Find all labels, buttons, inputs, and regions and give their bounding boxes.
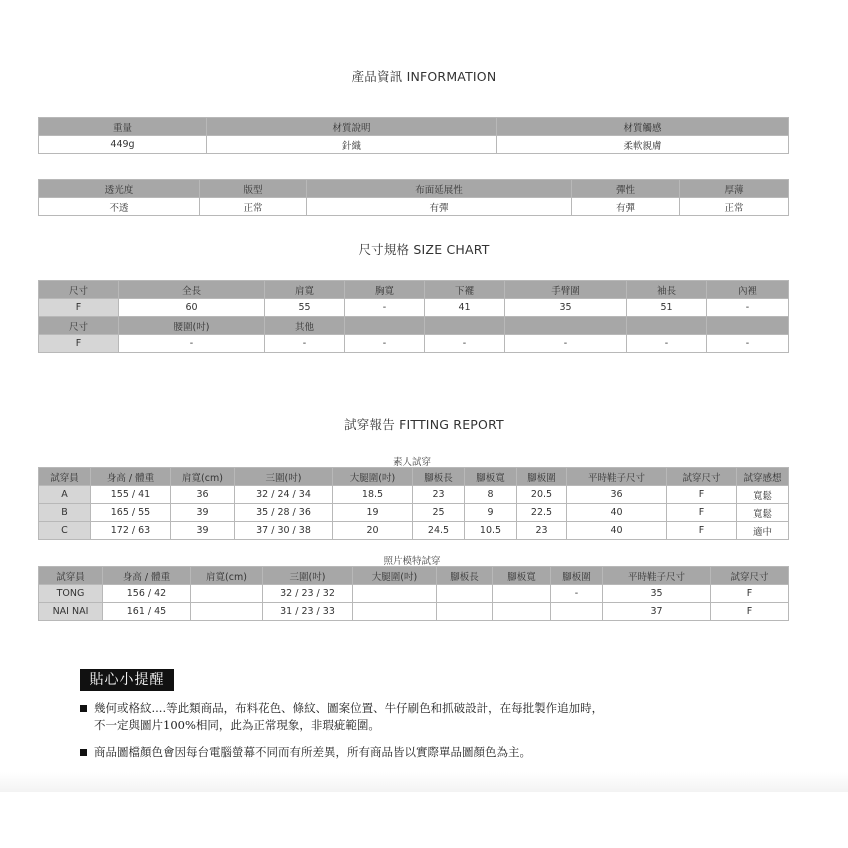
cell: 23 — [413, 486, 465, 504]
size-label: F — [39, 335, 119, 353]
square-bullet-icon — [80, 749, 87, 756]
model-header: 腳板圍 — [551, 567, 603, 585]
cell — [191, 585, 263, 603]
table-row — [39, 522, 789, 540]
notice-item — [80, 700, 800, 734]
notice-badge: 貼心小提醒 — [80, 669, 174, 691]
size-header: 全長 — [119, 281, 265, 299]
size-header — [505, 317, 627, 335]
amateur-header: 三圍(吋) — [235, 468, 333, 486]
table-row — [39, 603, 789, 621]
size-title: 尺寸規格 SIZE CHART — [358, 242, 490, 257]
amateur-header: 大腿圍(吋) — [333, 468, 413, 486]
value-opacity: 不透 — [39, 198, 200, 216]
size-header — [425, 317, 505, 335]
cell: 35 — [603, 585, 711, 603]
header-stretch: 布面延展性 — [307, 180, 572, 198]
cell — [493, 603, 551, 621]
cell: 24.5 — [413, 522, 465, 540]
size-value: - — [627, 335, 707, 353]
cell — [353, 603, 437, 621]
amateur-header: 腳板圍 — [517, 468, 567, 486]
model-header: 試穿尺寸 — [711, 567, 789, 585]
model-caption: 照片模特試穿 — [383, 556, 441, 567]
size-value: - — [265, 335, 345, 353]
info-table-properties — [38, 179, 789, 216]
cell: 36 — [567, 486, 667, 504]
size-header: 肩寬 — [265, 281, 345, 299]
cell: 40 — [567, 522, 667, 540]
cell: 36 — [171, 486, 235, 504]
model-label: NAI NAI — [39, 603, 103, 621]
value-thickness: 正常 — [680, 198, 789, 216]
cell: 23 — [517, 522, 567, 540]
cell: 寬鬆 — [737, 504, 789, 522]
size-value: 60 — [119, 299, 265, 317]
tester-label: B — [39, 504, 91, 522]
cell: 8 — [465, 486, 517, 504]
header-elasticity: 彈性 — [572, 180, 680, 198]
cell: 32 / 24 / 34 — [235, 486, 333, 504]
size-header: 下襬 — [425, 281, 505, 299]
header-thickness: 厚薄 — [680, 180, 789, 198]
size-chart-table — [38, 280, 789, 353]
info-table-material — [38, 117, 789, 154]
cell: 31 / 23 / 33 — [263, 603, 353, 621]
value-stretch: 有彈 — [307, 198, 572, 216]
size-value: - — [345, 335, 425, 353]
value-texture: 柔軟親膚 — [497, 136, 789, 154]
header-texture: 材質觸感 — [497, 118, 789, 136]
cell: 40 — [567, 504, 667, 522]
cell: F — [711, 585, 789, 603]
cell: 35 / 28 / 36 — [235, 504, 333, 522]
notice-text: 不一定與圖片100%相同，此為正常現象，非瑕疵範圍。 — [94, 718, 380, 732]
header-fit: 版型 — [200, 180, 307, 198]
notice-text: 幾何或格紋....等此類商品，布料花色、條紋、圖案位置、牛仔刷色和抓破設計，在每批製作追加時， — [94, 701, 604, 715]
size-header: 袖長 — [627, 281, 707, 299]
size-header: 腰圍(吋) — [119, 317, 265, 335]
tester-label: C — [39, 522, 91, 540]
value-elasticity: 有彈 — [572, 198, 680, 216]
model-header: 腳板長 — [437, 567, 493, 585]
model-header: 試穿員 — [39, 567, 103, 585]
model-label: TONG — [39, 585, 103, 603]
size-value: - — [505, 335, 627, 353]
cell: F — [667, 486, 737, 504]
cell: 寬鬆 — [737, 486, 789, 504]
size-header: 胸寬 — [345, 281, 425, 299]
amateur-header: 平時鞋子尺寸 — [567, 468, 667, 486]
cell — [191, 603, 263, 621]
size-header: 其他 — [265, 317, 345, 335]
cell: F — [667, 522, 737, 540]
cell: 22.5 — [517, 504, 567, 522]
size-value: 55 — [265, 299, 345, 317]
cell: - — [551, 585, 603, 603]
header-material: 材質說明 — [207, 118, 497, 136]
cell: 19 — [333, 504, 413, 522]
cell: 18.5 — [333, 486, 413, 504]
model-header: 肩寬(cm) — [191, 567, 263, 585]
size-header: 尺寸 — [39, 281, 119, 299]
size-value: 35 — [505, 299, 627, 317]
table-row — [39, 585, 789, 603]
cell: 20 — [333, 522, 413, 540]
size-header: 尺寸 — [39, 317, 119, 335]
header-opacity: 透光度 — [39, 180, 200, 198]
size-header — [627, 317, 707, 335]
cell: F — [711, 603, 789, 621]
cell: 39 — [171, 522, 235, 540]
value-weight: 449g — [39, 136, 207, 154]
size-value: - — [425, 335, 505, 353]
size-value: - — [119, 335, 265, 353]
amateur-header: 身高 / 體重 — [91, 468, 171, 486]
model-header: 大腿圍(吋) — [353, 567, 437, 585]
cell: 165 / 55 — [91, 504, 171, 522]
model-fitting-table — [38, 566, 789, 621]
model-header: 身高 / 體重 — [103, 567, 191, 585]
value-material: 針織 — [207, 136, 497, 154]
cell: 155 / 41 — [91, 486, 171, 504]
table-row — [39, 486, 789, 504]
size-header — [345, 317, 425, 335]
size-label: F — [39, 299, 119, 317]
size-value: 41 — [425, 299, 505, 317]
cell: 10.5 — [465, 522, 517, 540]
model-header: 三圍(吋) — [263, 567, 353, 585]
cell — [353, 585, 437, 603]
size-header — [707, 317, 789, 335]
size-value: 51 — [627, 299, 707, 317]
model-header: 腳板寬 — [493, 567, 551, 585]
cell: 25 — [413, 504, 465, 522]
amateur-caption: 素人試穿 — [392, 457, 431, 468]
cell: 156 / 42 — [103, 585, 191, 603]
cell — [437, 585, 493, 603]
square-bullet-icon — [80, 705, 87, 712]
size-value: - — [345, 299, 425, 317]
cell — [493, 585, 551, 603]
cell: 適中 — [737, 522, 789, 540]
header-weight: 重量 — [39, 118, 207, 136]
amateur-header: 腳板長 — [413, 468, 465, 486]
cell: 9 — [465, 504, 517, 522]
notice-item — [80, 744, 800, 761]
cell: 39 — [171, 504, 235, 522]
cell: 20.5 — [517, 486, 567, 504]
cell: F — [667, 504, 737, 522]
value-fit: 正常 — [200, 198, 307, 216]
size-value: - — [707, 335, 789, 353]
size-header: 內裡 — [707, 281, 789, 299]
cell: 37 — [603, 603, 711, 621]
cell: 161 / 45 — [103, 603, 191, 621]
bottom-fade — [0, 772, 848, 792]
amateur-fitting-table — [38, 467, 789, 540]
cell — [551, 603, 603, 621]
size-value: - — [707, 299, 789, 317]
model-header: 平時鞋子尺寸 — [603, 567, 711, 585]
cell — [437, 603, 493, 621]
size-header: 手臂圍 — [505, 281, 627, 299]
info-title: 產品資訊 INFORMATION — [351, 69, 497, 84]
notice-text: 商品圖檔顏色會因每台電腦螢幕不同而有所差異，所有商品皆以實際單品圖顏色為主。 — [94, 745, 531, 759]
table-row — [39, 504, 789, 522]
tester-label: A — [39, 486, 91, 504]
cell: 172 / 63 — [91, 522, 171, 540]
cell: 32 / 23 / 32 — [263, 585, 353, 603]
cell: 37 / 30 / 38 — [235, 522, 333, 540]
fitting-title: 試穿報告 FITTING REPORT — [344, 417, 504, 432]
amateur-header: 肩寬(cm) — [171, 468, 235, 486]
amateur-header: 試穿尺寸 — [667, 468, 737, 486]
amateur-header: 試穿感想 — [737, 468, 789, 486]
amateur-header: 試穿員 — [39, 468, 91, 486]
amateur-header: 腳板寬 — [465, 468, 517, 486]
